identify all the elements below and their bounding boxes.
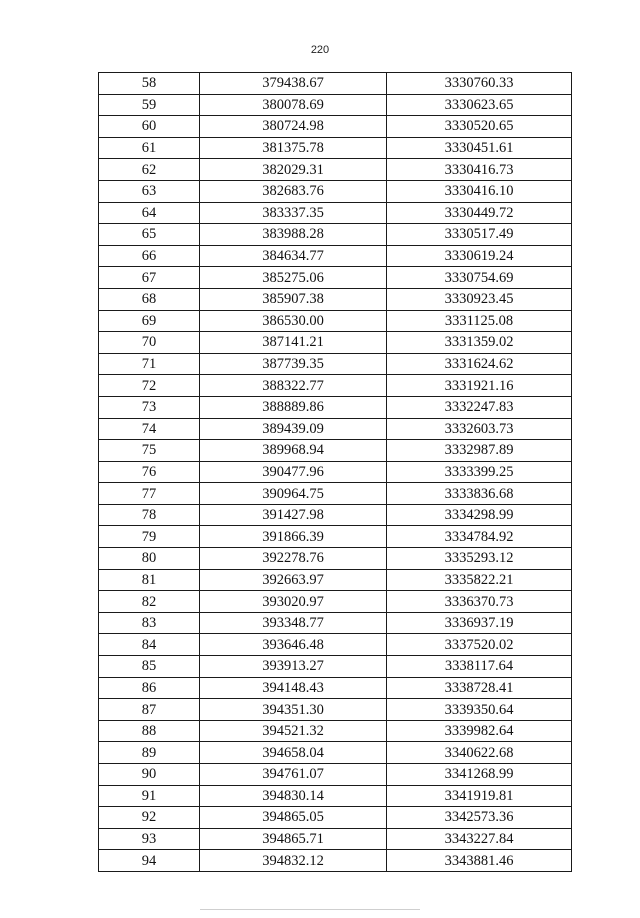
point-number-cell: 72 [99, 375, 200, 397]
x-coordinate-cell: 394830.14 [200, 785, 387, 807]
x-coordinate-cell: 385275.06 [200, 267, 387, 289]
x-coordinate-cell: 382683.76 [200, 180, 387, 202]
point-number-cell: 66 [99, 245, 200, 267]
x-coordinate-cell: 384634.77 [200, 245, 387, 267]
point-number-cell: 69 [99, 310, 200, 332]
x-coordinate-cell: 389439.09 [200, 418, 387, 440]
table-row [99, 94, 572, 116]
x-coordinate-cell: 394351.30 [200, 699, 387, 721]
x-coordinate-cell: 380724.98 [200, 116, 387, 138]
table-row [99, 764, 572, 786]
y-coordinate-cell: 3331921.16 [387, 375, 572, 397]
x-coordinate-cell: 394761.07 [200, 764, 387, 786]
point-number-cell: 76 [99, 461, 200, 483]
point-number-cell: 87 [99, 699, 200, 721]
coordinate-table [98, 72, 572, 872]
y-coordinate-cell: 3330451.61 [387, 137, 572, 159]
point-number-cell: 84 [99, 634, 200, 656]
x-coordinate-cell: 383337.35 [200, 202, 387, 224]
point-number-cell: 62 [99, 159, 200, 181]
x-coordinate-cell: 393646.48 [200, 634, 387, 656]
y-coordinate-cell: 3331125.08 [387, 310, 572, 332]
y-coordinate-cell: 3343881.46 [387, 850, 572, 872]
y-coordinate-cell: 3332603.73 [387, 418, 572, 440]
point-number-cell: 64 [99, 202, 200, 224]
y-coordinate-cell: 3330517.49 [387, 224, 572, 246]
table-row [99, 137, 572, 159]
x-coordinate-cell: 385907.38 [200, 288, 387, 310]
y-coordinate-cell: 3337520.02 [387, 634, 572, 656]
x-coordinate-cell: 386530.00 [200, 310, 387, 332]
table-row [99, 634, 572, 656]
point-number-cell: 60 [99, 116, 200, 138]
point-number-cell: 58 [99, 73, 200, 95]
x-coordinate-cell: 394148.43 [200, 677, 387, 699]
point-number-cell: 73 [99, 396, 200, 418]
coordinate-table-body [99, 73, 572, 872]
table-row [99, 828, 572, 850]
x-coordinate-cell: 394865.05 [200, 807, 387, 829]
point-number-cell: 80 [99, 548, 200, 570]
point-number-cell: 75 [99, 440, 200, 462]
y-coordinate-cell: 3330754.69 [387, 267, 572, 289]
point-number-cell: 81 [99, 569, 200, 591]
table-row [99, 180, 572, 202]
table-row [99, 807, 572, 829]
y-coordinate-cell: 3338728.41 [387, 677, 572, 699]
point-number-cell: 63 [99, 180, 200, 202]
point-number-cell: 86 [99, 677, 200, 699]
y-coordinate-cell: 3336370.73 [387, 591, 572, 613]
table-row [99, 353, 572, 375]
y-coordinate-cell: 3331359.02 [387, 332, 572, 354]
point-number-cell: 71 [99, 353, 200, 375]
table-row [99, 526, 572, 548]
x-coordinate-cell: 394832.12 [200, 850, 387, 872]
table-row [99, 483, 572, 505]
table-row [99, 224, 572, 246]
table-row [99, 720, 572, 742]
table-row [99, 461, 572, 483]
table-row [99, 656, 572, 678]
x-coordinate-cell: 390477.96 [200, 461, 387, 483]
table-row [99, 159, 572, 181]
table-row [99, 310, 572, 332]
point-number-cell: 91 [99, 785, 200, 807]
y-coordinate-cell: 3330619.24 [387, 245, 572, 267]
x-coordinate-cell: 389968.94 [200, 440, 387, 462]
table-row [99, 116, 572, 138]
page-number: 220 [310, 44, 330, 56]
y-coordinate-cell: 3330923.45 [387, 288, 572, 310]
point-number-cell: 59 [99, 94, 200, 116]
point-number-cell: 85 [99, 656, 200, 678]
x-coordinate-cell: 381375.78 [200, 137, 387, 159]
y-coordinate-cell: 3330760.33 [387, 73, 572, 95]
table-row [99, 418, 572, 440]
y-coordinate-cell: 3334298.99 [387, 504, 572, 526]
point-number-cell: 94 [99, 850, 200, 872]
y-coordinate-cell: 3333399.25 [387, 461, 572, 483]
x-coordinate-cell: 391427.98 [200, 504, 387, 526]
point-number-cell: 61 [99, 137, 200, 159]
table-row [99, 440, 572, 462]
point-number-cell: 83 [99, 612, 200, 634]
x-coordinate-cell: 387739.35 [200, 353, 387, 375]
y-coordinate-cell: 3334784.92 [387, 526, 572, 548]
x-coordinate-cell: 393348.77 [200, 612, 387, 634]
table-row [99, 569, 572, 591]
point-number-cell: 90 [99, 764, 200, 786]
y-coordinate-cell: 3343227.84 [387, 828, 572, 850]
x-coordinate-cell: 392663.97 [200, 569, 387, 591]
table-row [99, 504, 572, 526]
point-number-cell: 74 [99, 418, 200, 440]
y-coordinate-cell: 3330416.10 [387, 180, 572, 202]
table-row [99, 785, 572, 807]
y-coordinate-cell: 3342573.36 [387, 807, 572, 829]
point-number-cell: 70 [99, 332, 200, 354]
y-coordinate-cell: 3341268.99 [387, 764, 572, 786]
table-row [99, 699, 572, 721]
y-coordinate-cell: 3335293.12 [387, 548, 572, 570]
x-coordinate-cell: 393913.27 [200, 656, 387, 678]
table-row [99, 202, 572, 224]
y-coordinate-cell: 3340622.68 [387, 742, 572, 764]
y-coordinate-cell: 3338117.64 [387, 656, 572, 678]
x-coordinate-cell: 393020.97 [200, 591, 387, 613]
y-coordinate-cell: 3339350.64 [387, 699, 572, 721]
x-coordinate-cell: 390964.75 [200, 483, 387, 505]
table-row [99, 396, 572, 418]
x-coordinate-cell: 387141.21 [200, 332, 387, 354]
footer-rule [200, 909, 420, 910]
x-coordinate-cell: 382029.31 [200, 159, 387, 181]
table-row [99, 591, 572, 613]
x-coordinate-cell: 394865.71 [200, 828, 387, 850]
table-row [99, 375, 572, 397]
table-row [99, 73, 572, 95]
y-coordinate-cell: 3330449.72 [387, 202, 572, 224]
x-coordinate-cell: 394521.32 [200, 720, 387, 742]
y-coordinate-cell: 3336937.19 [387, 612, 572, 634]
table-row [99, 742, 572, 764]
x-coordinate-cell: 392278.76 [200, 548, 387, 570]
x-coordinate-cell: 383988.28 [200, 224, 387, 246]
x-coordinate-cell: 391866.39 [200, 526, 387, 548]
table-row [99, 288, 572, 310]
table-row [99, 245, 572, 267]
y-coordinate-cell: 3339982.64 [387, 720, 572, 742]
x-coordinate-cell: 380078.69 [200, 94, 387, 116]
y-coordinate-cell: 3330416.73 [387, 159, 572, 181]
table-row [99, 677, 572, 699]
point-number-cell: 67 [99, 267, 200, 289]
y-coordinate-cell: 3335822.21 [387, 569, 572, 591]
table-row [99, 850, 572, 872]
point-number-cell: 78 [99, 504, 200, 526]
point-number-cell: 92 [99, 807, 200, 829]
x-coordinate-cell: 388322.77 [200, 375, 387, 397]
x-coordinate-cell: 388889.86 [200, 396, 387, 418]
y-coordinate-cell: 3330520.65 [387, 116, 572, 138]
point-number-cell: 93 [99, 828, 200, 850]
table-row [99, 267, 572, 289]
point-number-cell: 82 [99, 591, 200, 613]
point-number-cell: 77 [99, 483, 200, 505]
y-coordinate-cell: 3331624.62 [387, 353, 572, 375]
point-number-cell: 79 [99, 526, 200, 548]
table-row [99, 332, 572, 354]
point-number-cell: 89 [99, 742, 200, 764]
y-coordinate-cell: 3330623.65 [387, 94, 572, 116]
table-row [99, 612, 572, 634]
y-coordinate-cell: 3341919.81 [387, 785, 572, 807]
point-number-cell: 68 [99, 288, 200, 310]
point-number-cell: 65 [99, 224, 200, 246]
table-row [99, 548, 572, 570]
y-coordinate-cell: 3332987.89 [387, 440, 572, 462]
point-number-cell: 88 [99, 720, 200, 742]
x-coordinate-cell: 379438.67 [200, 73, 387, 95]
x-coordinate-cell: 394658.04 [200, 742, 387, 764]
y-coordinate-cell: 3333836.68 [387, 483, 572, 505]
y-coordinate-cell: 3332247.83 [387, 396, 572, 418]
